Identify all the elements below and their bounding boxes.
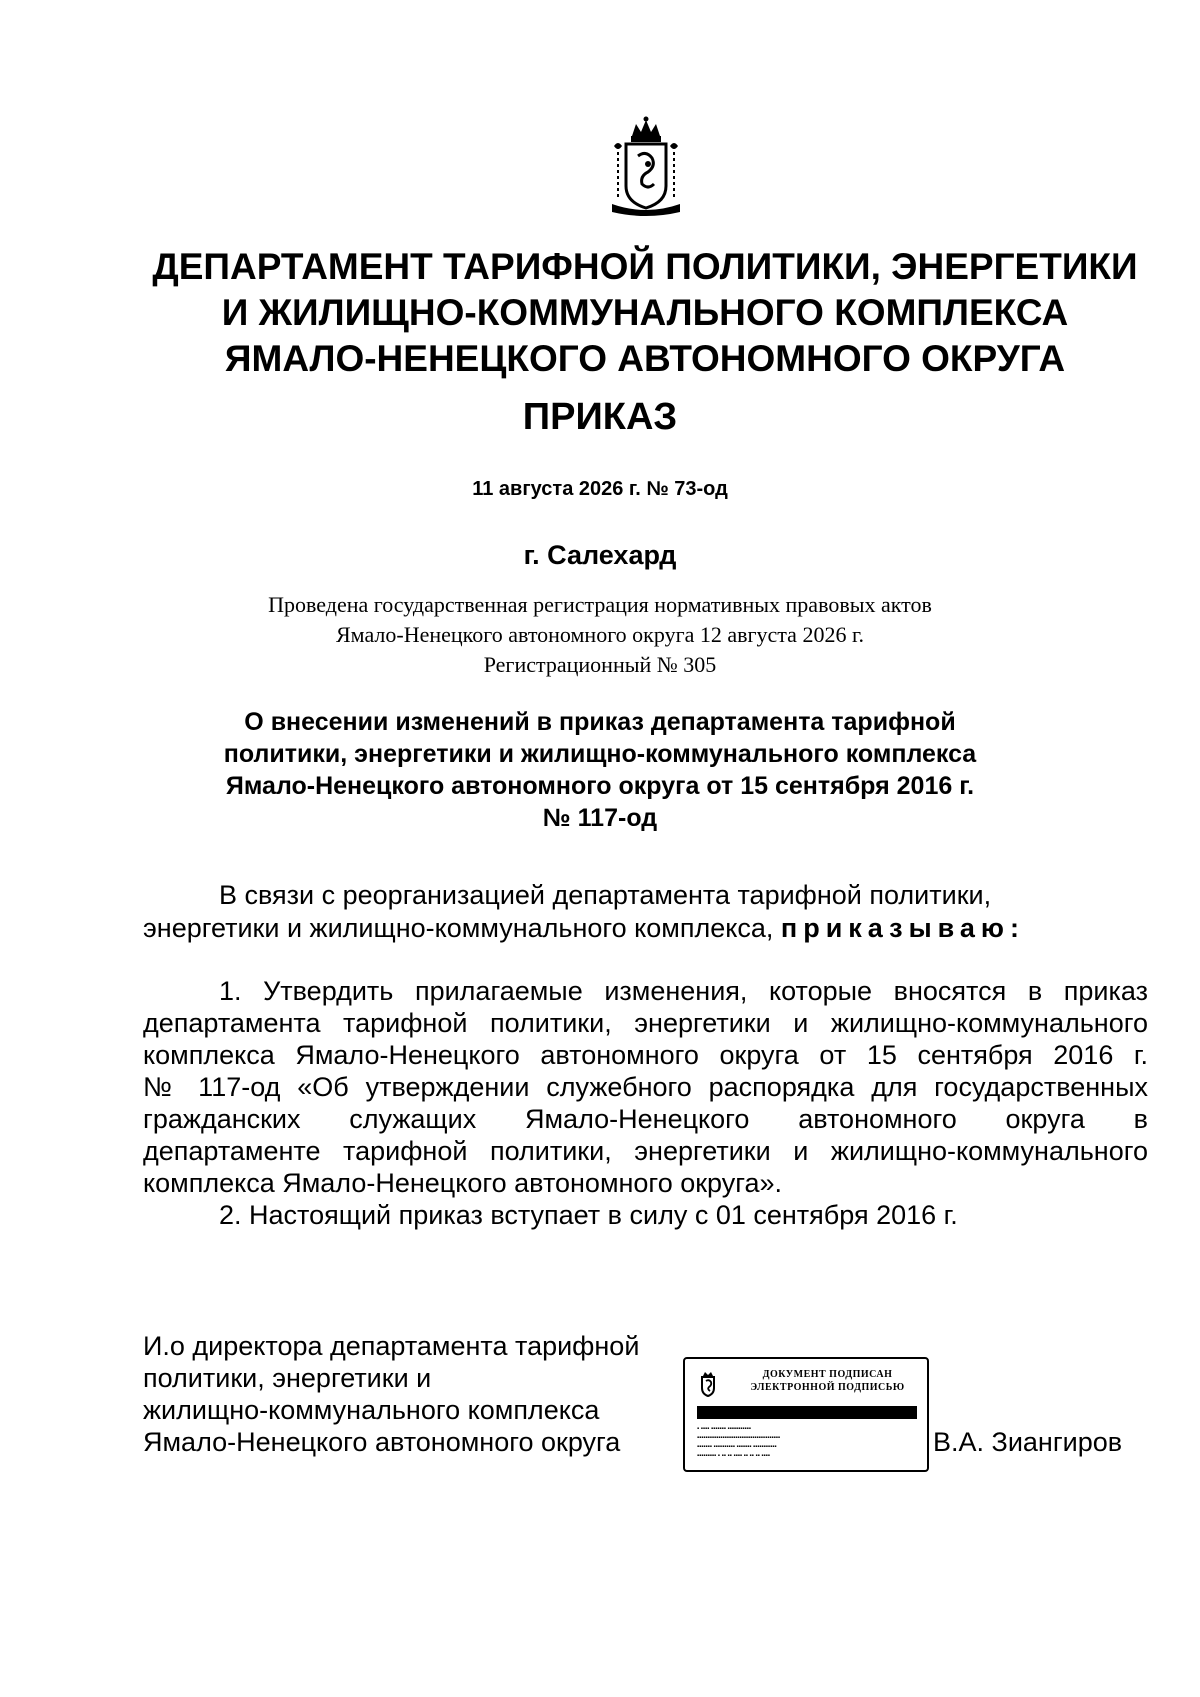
item-1-line-5-word: гражданских: [143, 1104, 301, 1134]
position-line-1: И.о директора департамента тарифной: [143, 1331, 640, 1361]
registration-line-3: Регистрационный № 305: [483, 652, 717, 677]
position-line-2: политики, энергетики и: [143, 1363, 432, 1393]
date-and-number: 11 августа 2026 г. № 73-од: [472, 478, 728, 500]
item-1-line-2: департамента тарифной политики, энергетики и жилищно-коммунального: [143, 1008, 1148, 1038]
item-1-line-1: 1. Утвердить прилагаемые изменения, которые вносятся в приказ: [219, 976, 1148, 1006]
item-1-line-5-word: в: [1133, 1104, 1148, 1134]
subject-line-1: О внесении изменений в приказ департамента тарифной: [244, 708, 956, 736]
stamp-detail-line: ▪▪▪▪▪▪▪ ▪▪▪▪▪▪▪▪▪▪ ▪▪▪▪▪▪▪ ▪▪▪▪▪▪▪▪▪▪▪: [697, 1444, 777, 1450]
subject-line-3: Ямало-Ненецкого автономного округа от 15 сентября 2016 г.: [225, 772, 975, 800]
subject-heading: [170, 706, 1030, 834]
document-type-title: ПРИКАЗ: [522, 396, 678, 438]
item-1-line-5: [143, 1103, 1148, 1135]
signatory-name: В.А. Зиангиров: [933, 1427, 1123, 1457]
command-word: приказываю: [780, 913, 1010, 943]
coat-of-arms-icon: [608, 116, 684, 216]
electronic-signature-stamp: [683, 1357, 929, 1472]
registration-note: [0, 590, 1200, 680]
position-line-3: жилищно-коммунального комплекса: [143, 1395, 600, 1425]
org-line-3: ЯМАЛО-НЕНЕЦКОГО АВТОНОМНОГО ОКРУГА: [224, 338, 1066, 379]
preamble: [143, 879, 1145, 945]
preamble-line-1: В связи с реорганизацией департамента тарифной политики,: [219, 880, 992, 910]
org-line-2: И ЖИЛИЩНО-КОММУНАЛЬНОГО КОМПЛЕКСА: [221, 292, 1069, 333]
stamp-detail-line: ▪▪▪▪▪▪▪▪▪ ▪ ▪▪ ▪▪ ▪▪▪▪ ▪▪ ▪▪ ▪▪ ▪▪▪▪: [697, 1453, 770, 1459]
item-1-line-3: комплекса Ямало-Ненецкого автономного округа от 15 сентября 2016 г.: [143, 1040, 1148, 1070]
stamp-detail-line: ▪▪▪▪▪▪▪▪▪▪▪▪▪▪▪▪▪▪▪▪▪▪▪▪▪▪▪▪▪▪▪▪▪▪▪▪▪▪▪: [697, 1435, 780, 1441]
item-1-line-4: № 117-од «Об утверждении служебного распорядка для государственных: [143, 1072, 1148, 1102]
position-line-4: Ямало-Ненецкого автономного округа: [143, 1427, 621, 1457]
stamp-title: [735, 1368, 920, 1394]
item-1-line-5-word: Ямало-Ненецкого: [525, 1104, 750, 1134]
registration-line-2: Ямало-Ненецкого автономного округа 12 августа 2026 г.: [336, 622, 864, 647]
item-1-line-7: комплекса Ямало-Ненецкого автономного округа».: [143, 1168, 783, 1198]
org-line-1: ДЕПАРТАМЕНТ ТАРИФНОЙ ПОЛИТИКИ, ЭНЕРГЕТИКИ: [152, 246, 1138, 287]
item-1-line-5-word: автономного: [798, 1104, 957, 1134]
city: г. Салехард: [523, 540, 677, 570]
item-1-line-5-word: служащих: [349, 1104, 477, 1134]
stamp-redaction-bar: [697, 1406, 917, 1419]
preamble-line-2: [143, 912, 1145, 945]
order-items: [143, 975, 1148, 1231]
subject-line-4: № 117-од: [542, 804, 658, 832]
item-2: 2. Настоящий приказ вступает в силу с 01 сентября 2016 г.: [219, 1200, 958, 1230]
subject-line-2: политики, энергетики и жилищно-коммунального комплекса: [223, 740, 977, 768]
stamp-title-line-2: ЭЛЕКТРОННОЙ ПОДПИСЬЮ: [750, 1382, 905, 1393]
signatory-position: [143, 1330, 683, 1458]
preamble-line-2-text: энергетики и жилищно-коммунального комплекса,: [143, 913, 774, 943]
coat-of-arms-small-icon: [699, 1371, 717, 1397]
command-colon: :: [1009, 913, 1019, 943]
stamp-title-line-1: ДОКУМЕНТ ПОДПИСАН: [762, 1369, 893, 1380]
item-1-line-5-word: округа: [1005, 1104, 1085, 1134]
stamp-detail-line: ▪ ▪▪▪▪ ▪▪▪▪▪▪▪ ▪▪▪▪▪▪▪▪▪▪▪: [697, 1426, 751, 1432]
registration-line-1: Проведена государственная регистрация нормативных правовых актов: [268, 592, 932, 617]
organization-name: [120, 244, 1170, 382]
item-1-line-6: департаменте тарифной политики, энергетики и жилищно-коммунального: [143, 1136, 1148, 1166]
